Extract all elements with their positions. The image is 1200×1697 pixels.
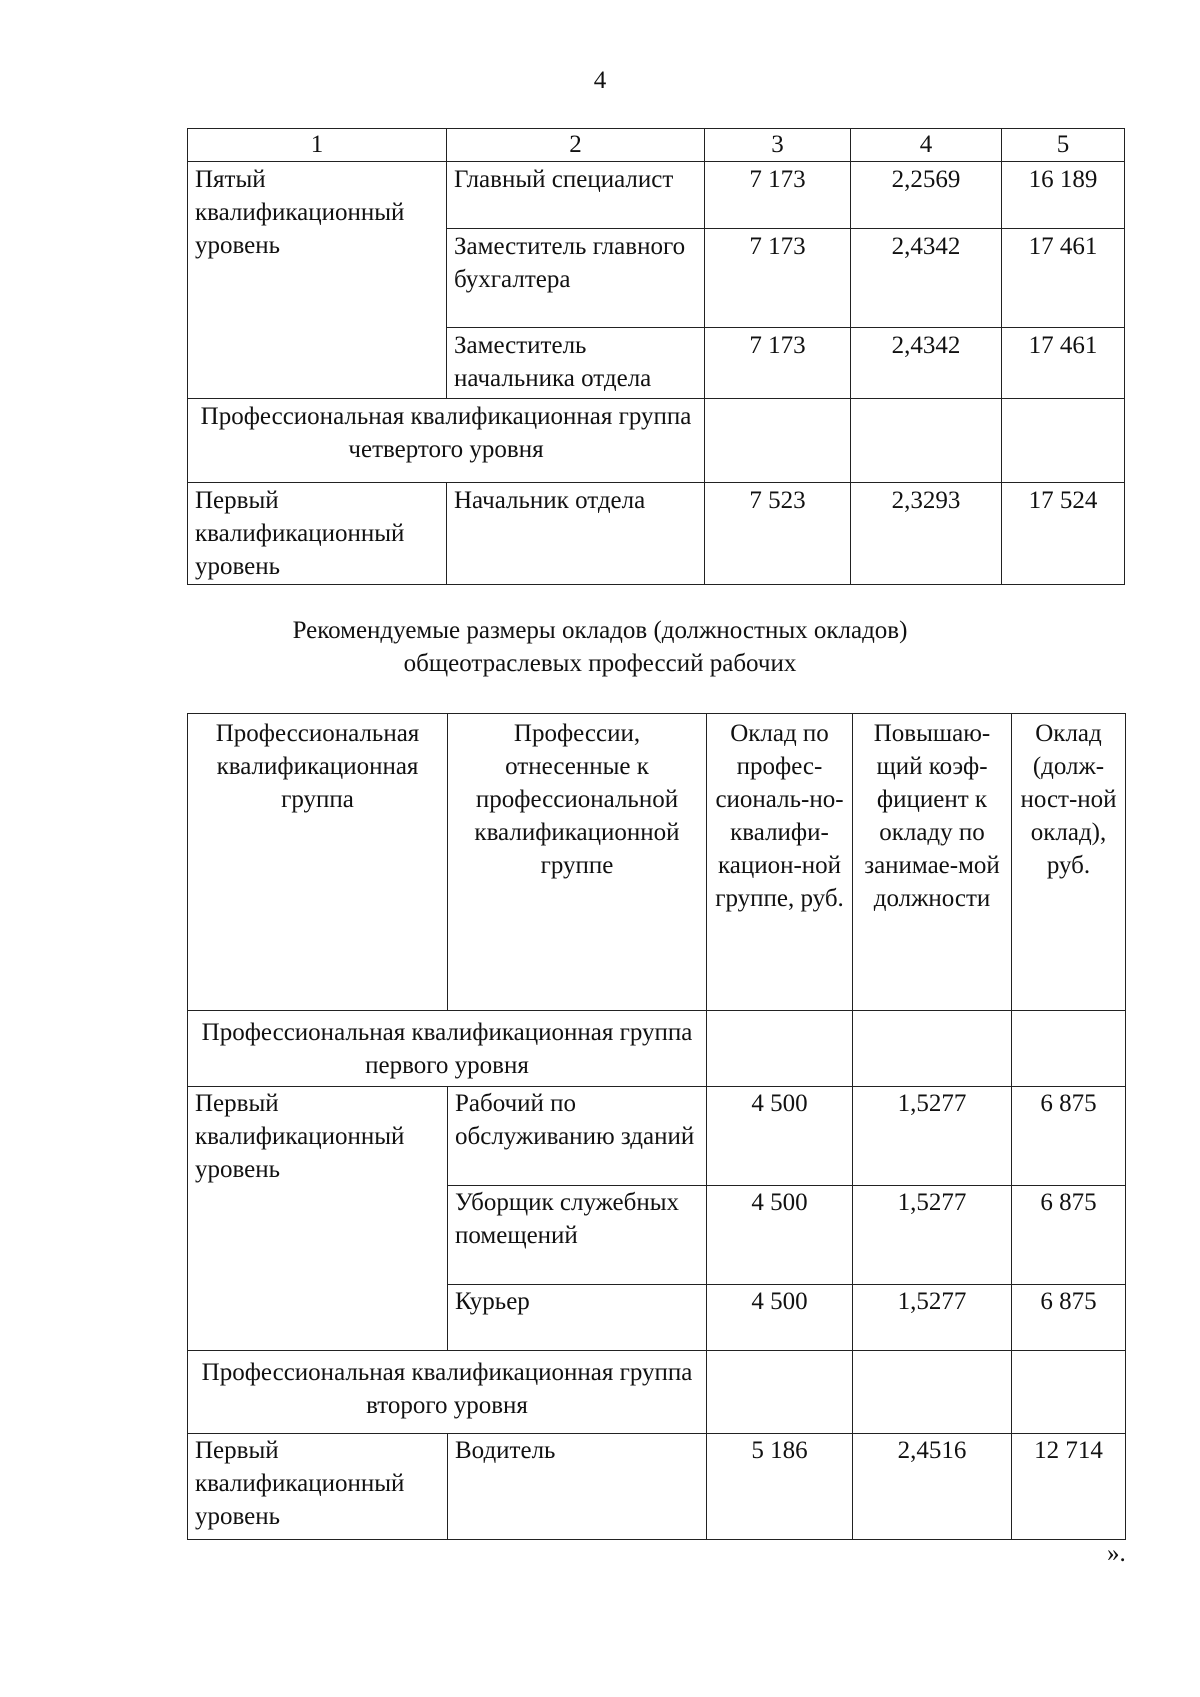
header-professions: Профессии, отнесенные к профессиональной квалификационной группе: [448, 714, 707, 1011]
base-salary: 7 173: [705, 229, 851, 328]
base-salary: 4 500: [707, 1186, 853, 1285]
base-salary: 7 173: [705, 162, 851, 229]
position-name: Заместитель главного бухгалтера: [447, 229, 705, 328]
column-number-5: 5: [1002, 129, 1125, 162]
total-salary: 6 875: [1012, 1186, 1126, 1285]
header-group: Профессиональная квалификационная группа: [188, 714, 448, 1011]
total-salary: 6 875: [1012, 1087, 1126, 1186]
column-number-3: 3: [705, 129, 851, 162]
group-title: Профессиональная квалификационная группа первого уровня: [188, 1011, 707, 1087]
position-name: Рабочий по обслуживанию зданий: [448, 1087, 707, 1186]
total-salary: 17 461: [1002, 229, 1125, 328]
table-row: [188, 1434, 1126, 1540]
position-name: Начальник отдела: [447, 483, 705, 585]
column-number-1: 1: [188, 129, 447, 162]
total-salary: 17 461: [1002, 328, 1125, 399]
header-coefficient: Повышаю-щий коэф-фициент к окладу по занимае-мой должности: [853, 714, 1012, 1011]
table-header-row: [188, 714, 1126, 1011]
base-salary: 7 173: [705, 328, 851, 399]
group-title: Профессиональная квалификационная группа второго уровня: [188, 1351, 707, 1434]
table-row: [188, 483, 1125, 585]
base-salary: 4 500: [707, 1285, 853, 1351]
position-name: Заместитель начальника отдела: [447, 328, 705, 399]
closing-quote-mark: ».: [1107, 1540, 1126, 1567]
position-name: Курьер: [448, 1285, 707, 1351]
workers-salary-table: [187, 713, 1126, 1540]
column-number-row: [188, 129, 1125, 162]
table-row: [188, 162, 1125, 229]
base-salary: 4 500: [707, 1087, 853, 1186]
coefficient: 2,2569: [851, 162, 1002, 229]
qualification-level-label: Пятый квалификационный уровень: [188, 162, 447, 399]
qualification-level-label: Первый квалификационный уровень: [188, 1087, 448, 1351]
total-salary: 16 189: [1002, 162, 1125, 229]
total-salary: 12 714: [1012, 1434, 1126, 1540]
total-salary: 17 524: [1002, 483, 1125, 585]
column-number-4: 4: [851, 129, 1002, 162]
table-row: [188, 1087, 1126, 1186]
qualification-level-label: Первый квалификационный уровень: [188, 1434, 448, 1540]
qualification-level-label: Первый квалификационный уровень: [188, 483, 447, 585]
column-number-2: 2: [447, 129, 705, 162]
page-number: 4: [593, 67, 607, 94]
coefficient: 2,4342: [851, 229, 1002, 328]
total-salary: 6 875: [1012, 1285, 1126, 1351]
section-title: Рекомендуемые размеры окладов (должностных окладов) общеотраслевых профессий рабочих: [292, 617, 908, 677]
salary-table-continued: [187, 128, 1125, 585]
group-header-row: [188, 1011, 1126, 1087]
coefficient: 2,4516: [853, 1434, 1012, 1540]
position-name: Водитель: [448, 1434, 707, 1540]
base-salary: 7 523: [705, 483, 851, 585]
group-title: Профессиональная квалификационная группа четвертого уровня: [188, 399, 705, 483]
coefficient: 2,4342: [851, 328, 1002, 399]
position-name: Главный специалист: [447, 162, 705, 229]
group-header-row: [188, 399, 1125, 483]
coefficient: 1,5277: [853, 1285, 1012, 1351]
coefficient: 2,3293: [851, 483, 1002, 585]
coefficient: 1,5277: [853, 1087, 1012, 1186]
base-salary: 5 186: [707, 1434, 853, 1540]
header-total-salary: Оклад (долж-ност-ной оклад), руб.: [1012, 714, 1126, 1011]
position-name: Уборщик служебных помещений: [448, 1186, 707, 1285]
coefficient: 1,5277: [853, 1186, 1012, 1285]
header-base-salary: Оклад по профес-сиональ-но-квалифи-кацион-ной группе, руб.: [707, 714, 853, 1011]
group-header-row: [188, 1351, 1126, 1434]
